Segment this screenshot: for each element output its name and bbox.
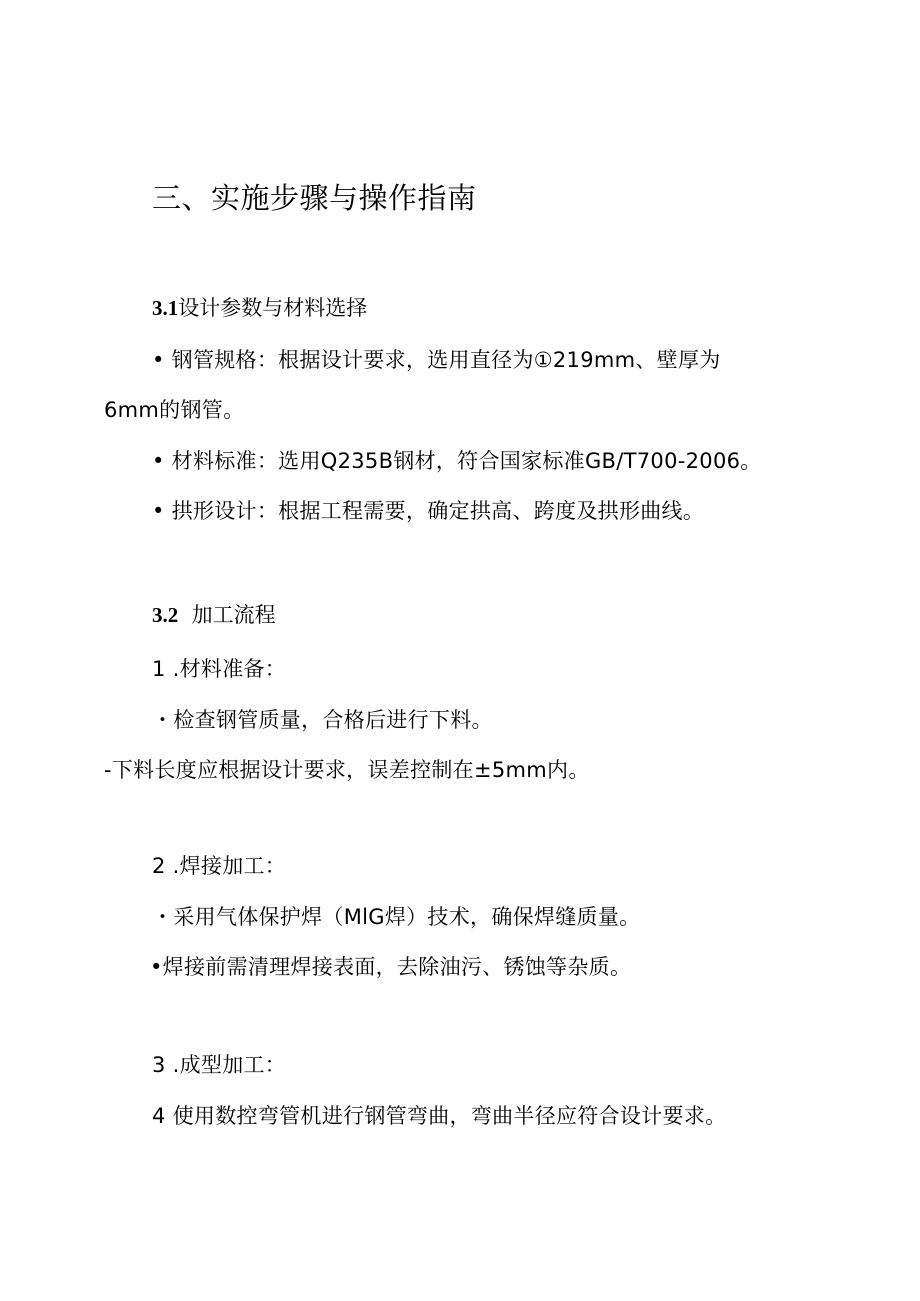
step-heading-materials: 1 .材料准备： <box>152 657 287 681</box>
spec-item-pipe: • 钢管规格：根据设计要求，选用直径为①219mm、壁厚为 <box>152 348 721 372</box>
step-heading-forming: 3 .成型加工： <box>152 1053 287 1077</box>
spec-item-material: • 材料标准：选用Q235B钢材，符合国家标准GB/T700-2006。 <box>152 449 762 473</box>
step-line: -下料长度应根据设计要求，误差控制在±5mm内。 <box>104 758 590 782</box>
step-line: •焊接前需清理焊接表面，去除油污、锈蚀等杂质。 <box>150 955 632 979</box>
step-heading-welding: 2 .焊接加工： <box>152 854 287 878</box>
spec-item-pipe-continued: 6mm的钢管。 <box>104 398 245 422</box>
subsection-number: 3.1 <box>152 296 179 320</box>
subsection-heading-3-2 <box>152 599 276 629</box>
subsection-title: 设计参数与材料选择 <box>178 296 368 320</box>
subsection-heading-3-1 <box>152 292 367 322</box>
subsection-number: 3.2 <box>152 603 179 627</box>
step-line: ・检查钢管质量，合格后进行下料。 <box>152 708 493 732</box>
step-line: ・采用气体保护焊（MlG焊）技术，确保焊缝质量。 <box>152 905 641 929</box>
step-line: 4 使用数控弯管机进行钢管弯曲，弯曲半径应符合设计要求。 <box>152 1104 727 1128</box>
spec-item-arch: • 拱形设计：根据工程需要，确定拱高、跨度及拱形曲线。 <box>152 499 705 523</box>
subsection-title: 加工流程 <box>191 603 276 627</box>
section-title: 三、实施步骤与操作指南 <box>152 181 477 215</box>
